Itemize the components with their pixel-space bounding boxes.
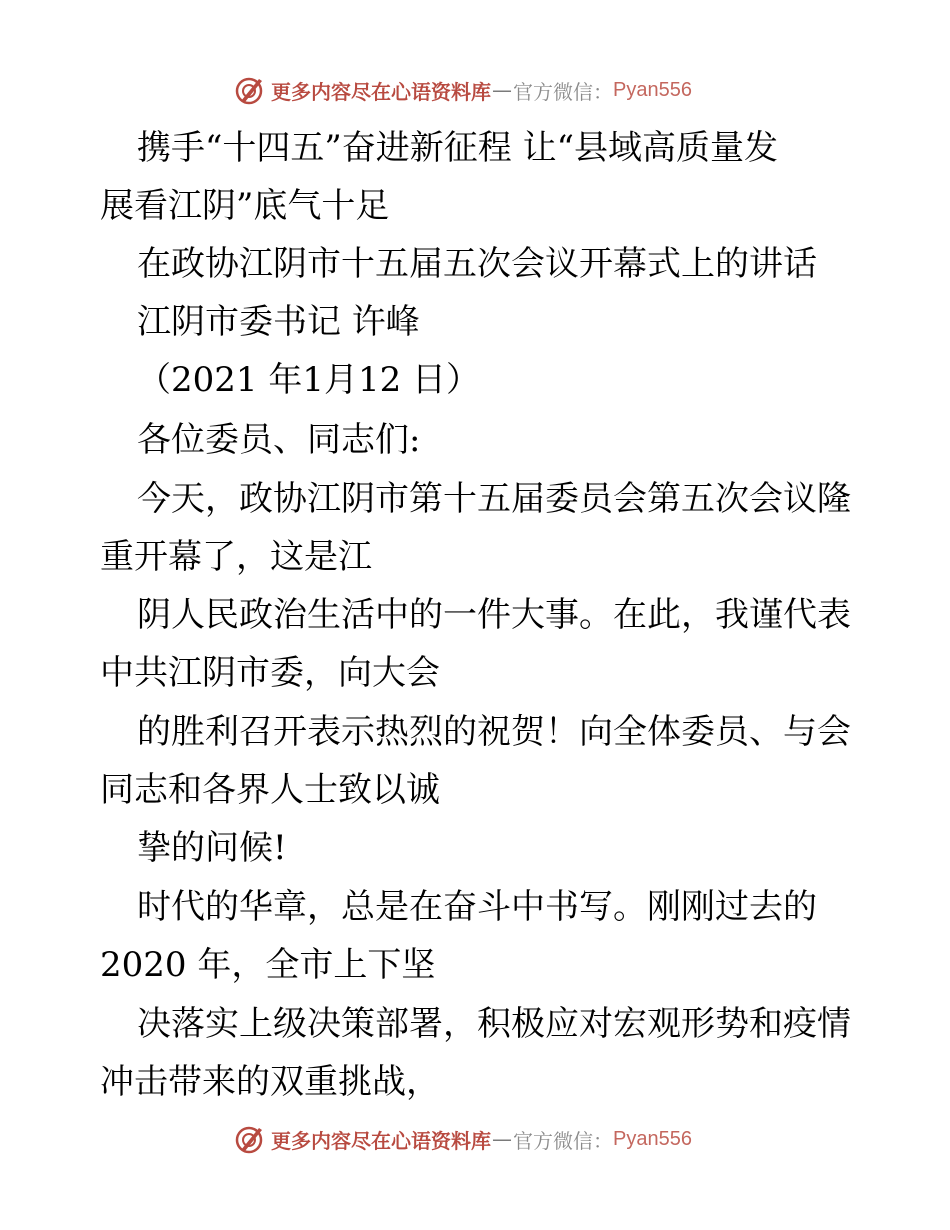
watermark-wechat-id: Pyan556: [613, 1127, 692, 1150]
watermark-header: [235, 73, 692, 107]
watermark-sub-text: 官方微信：: [513, 79, 613, 104]
quill-logo-icon: [235, 1124, 265, 1154]
author-line: 江阴市委书记 许峰: [137, 302, 420, 342]
body-line: 今天，政协江阴市第十五届委员会第五次会议隆: [137, 479, 851, 519]
body-line: 阴人民政治生活中的一件大事。在此，我谨代表: [137, 595, 851, 635]
date-line: （2021 年1月12 日）: [137, 360, 481, 400]
body-line: 时代的华章，总是在奋斗中书写。刚刚过去的: [137, 887, 817, 927]
watermark-main-text: 更多内容尽在心语资料库: [271, 1128, 491, 1153]
body-line: 中共江阴市委，向大会: [100, 653, 440, 693]
title-line-2: 展看江阴”底气十足: [100, 186, 390, 226]
body-line: 同志和各界人士致以诚: [100, 770, 440, 810]
watermark-dash: —: [492, 78, 512, 102]
body-line: 冲击带来的双重挑战，: [100, 1062, 440, 1102]
body-line: 2020 年，全市上下坚: [100, 945, 436, 985]
watermark-sub-text: 官方微信：: [513, 1128, 613, 1153]
body-line: 决落实上级决策部署，积极应对宏观形势和疫情: [137, 1004, 851, 1044]
body-line: 的胜利召开表示热烈的祝贺！向全体委员、与会: [137, 712, 851, 752]
body-line: 挚的问候!: [137, 828, 287, 868]
title-line-1: 携手“十四五”奋进新征程 让“县域高质量发: [137, 128, 778, 168]
watermark-footer: [235, 1122, 692, 1156]
salutation-line: 各位委员、同志们:: [137, 420, 421, 460]
subtitle-line: 在政协江阴市十五届五次会议开幕式上的讲话: [137, 244, 817, 284]
watermark-dash: —: [492, 1127, 512, 1151]
watermark-main-text: 更多内容尽在心语资料库: [271, 79, 491, 104]
body-line: 重开幕了，这是江: [100, 537, 372, 577]
watermark-wechat-id: Pyan556: [613, 78, 692, 101]
quill-logo-icon: [235, 75, 265, 105]
